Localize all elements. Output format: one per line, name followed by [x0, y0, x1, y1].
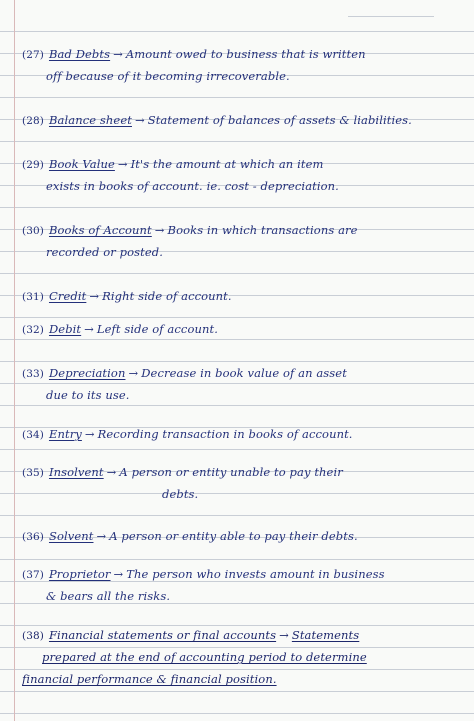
- entry-number: (37): [22, 569, 44, 581]
- entry-31: [22, 285, 468, 307]
- entry-30: [22, 219, 468, 263]
- entry-38: [22, 624, 468, 690]
- entry-36: [22, 525, 468, 547]
- entry-definition: It's the amount at which an item: [130, 157, 324, 171]
- entry-27: [22, 43, 468, 87]
- entry-line: [22, 241, 468, 263]
- entry-number: (28): [22, 115, 44, 127]
- entry-line: [22, 525, 468, 547]
- margin-line: [14, 0, 15, 721]
- entry-number: (38): [22, 630, 44, 642]
- entry-line: [22, 483, 468, 505]
- entry-34: [22, 423, 468, 445]
- entry-number: (31): [22, 291, 44, 303]
- entry-definition: Left side of account.: [96, 322, 218, 336]
- entry-definition: Statements: [291, 628, 360, 642]
- entry-definition: A person or entity unable to pay their: [119, 465, 343, 479]
- entry-line: [22, 318, 468, 340]
- entry-35: [22, 461, 468, 505]
- arrow-icon: →: [84, 427, 95, 441]
- entry-term: Proprietor: [48, 567, 111, 581]
- entry-number: (29): [22, 159, 44, 171]
- entry-line: [22, 65, 468, 87]
- entry-line: [22, 362, 468, 384]
- entry-definition-cont: & bears all the risks.: [46, 589, 171, 603]
- arrow-icon: →: [134, 113, 145, 127]
- arrow-icon: →: [154, 223, 165, 237]
- entry-line: [22, 109, 468, 131]
- entry-37: [22, 563, 468, 607]
- entry-definition: A person or entity able to pay their debts.: [109, 529, 358, 543]
- entry-line: [22, 423, 468, 445]
- entry-definition: Amount owed to business that is written: [125, 47, 366, 61]
- entry-definition-cont: exists in books of account. ie. cost - depreciation.: [46, 179, 339, 193]
- entry-term: Insolvent: [48, 465, 104, 479]
- entry-term: Balance sheet: [48, 113, 132, 127]
- entry-line: [22, 563, 468, 585]
- arrow-icon: →: [279, 628, 289, 642]
- entry-term: Entry: [48, 427, 82, 441]
- entry-term: Financial statements or final accounts: [48, 628, 277, 642]
- arrow-icon: →: [113, 567, 124, 581]
- entry-line: [22, 668, 468, 690]
- arrow-icon: →: [128, 366, 139, 380]
- entry-line: [22, 43, 468, 65]
- entry-line: [22, 175, 468, 197]
- entry-term: Depreciation: [48, 366, 126, 380]
- entry-32: [22, 318, 468, 340]
- arrow-icon: →: [106, 465, 117, 479]
- entry-number: (33): [22, 368, 44, 380]
- entry-number: (32): [22, 324, 44, 336]
- entry-line: [22, 285, 468, 307]
- entry-term: Credit: [48, 289, 87, 303]
- entry-definition-cont: off because of it becoming irrecoverable.: [46, 69, 290, 83]
- entry-definition: Statement of balances of assets & liabilities.: [147, 113, 412, 127]
- entry-definition-cont: financial performance & financial position.: [22, 672, 277, 686]
- entry-line: [22, 153, 468, 175]
- entry-definition: Recording transaction in books of account.: [97, 427, 353, 441]
- entry-29: [22, 153, 468, 197]
- entry-term: Bad Debts: [48, 47, 111, 61]
- entry-number: (34): [22, 429, 44, 441]
- entry-definition: Decrease in book value of an asset: [141, 366, 347, 380]
- arrow-icon: →: [89, 289, 100, 303]
- entry-line: [22, 461, 468, 483]
- entry-line: [22, 646, 468, 668]
- entry-definition-cont: debts.: [162, 487, 199, 501]
- entry-line: [22, 624, 468, 646]
- entry-number: (27): [22, 49, 44, 61]
- entry-line: [22, 585, 468, 607]
- entry-line: [22, 384, 468, 406]
- page-number-box: [348, 4, 434, 17]
- entry-definition-cont: recorded or posted.: [46, 245, 163, 259]
- entry-term: Solvent: [48, 529, 94, 543]
- entry-term: Books of Account: [48, 223, 152, 237]
- entry-number: (35): [22, 467, 44, 479]
- entry-line: [22, 219, 468, 241]
- entry-definition-cont: due to its use.: [46, 388, 130, 402]
- arrow-icon: →: [96, 529, 107, 543]
- entry-definition: Right side of account.: [102, 289, 232, 303]
- entry-number: (36): [22, 531, 44, 543]
- entry-28: [22, 109, 468, 131]
- entry-definition: Books in which transactions are: [167, 223, 358, 237]
- arrow-icon: →: [117, 157, 128, 171]
- entry-definition: The person who invests amount in business: [126, 567, 385, 581]
- arrow-icon: →: [84, 322, 94, 336]
- entry-term: Book Value: [48, 157, 115, 171]
- entry-definition-cont: prepared at the end of accounting period to determine: [42, 650, 367, 664]
- entry-term: Debit: [48, 322, 82, 336]
- arrow-icon: →: [113, 47, 123, 61]
- entry-number: (30): [22, 225, 44, 237]
- entry-33: [22, 362, 468, 406]
